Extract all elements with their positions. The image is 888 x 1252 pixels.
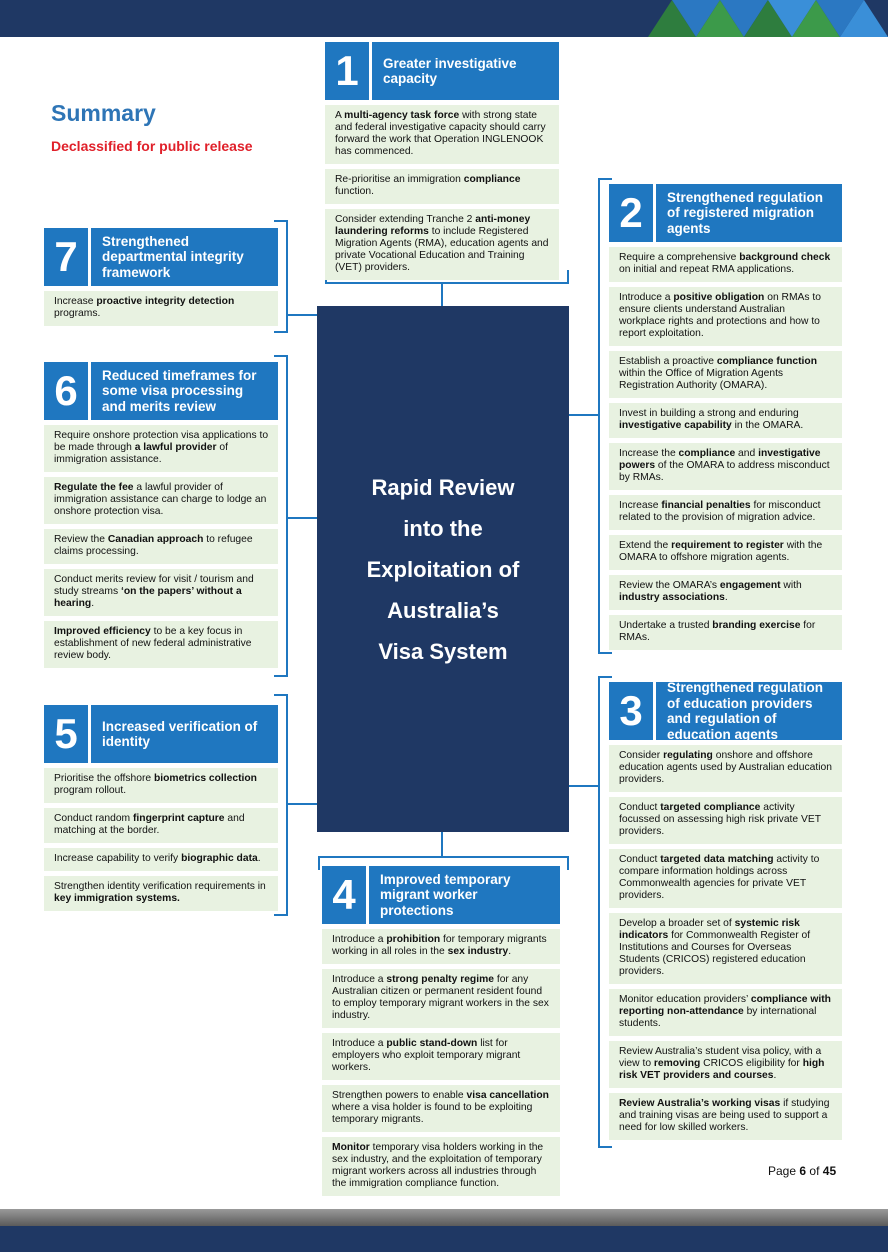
recommendation-text: in the OMARA. [731,420,804,431]
recommendation-text: Strengthen powers to enable [332,1090,467,1101]
recommendation-emphasis: key immigration systems. [54,893,180,904]
recommendation-emphasis: systemic risk indicators [619,918,800,941]
recommendation-text: Require a comprehensive [619,252,740,263]
connector-section-2 [569,414,598,416]
recommendation-item [322,1085,560,1132]
recommendation-item [44,425,278,472]
section-title: Strengthened regulation of registered migration agents [667,189,824,236]
recommendation-text: onshore and offshore education agents used by Australian education providers. [619,750,832,785]
recommendation-text: Undertake a trusted [619,620,713,631]
recommendation-text: Review the OMARA’s [619,580,720,591]
recommendation-item [609,495,842,530]
recommendation-item [609,287,842,346]
connector-section-1 [441,284,443,306]
section-header [322,866,560,924]
recommendation-text: within the Office of Migration Agents Registration Authority (OMARA). [619,368,784,391]
recommendation-item [609,247,842,282]
recommendation-item [44,529,278,564]
recommendation-text: for any Australian citizen or permanent resident found to employ temporary migrant workers in the sex industry. [332,974,549,1021]
section-3-education-providers-and-agents [609,682,842,1140]
section-header [44,705,278,763]
recommendation-text: function. [335,186,374,197]
central-title-line: into the [403,515,483,541]
recommendation-emphasis: prohibition [386,934,441,945]
recommendation-emphasis: high risk VET providers and courses [619,1058,825,1081]
recommendation-item [325,169,559,204]
page-total: 45 [822,1164,837,1178]
recommendation-text: . [508,946,512,957]
section-header [325,42,559,100]
recommendation-emphasis: compliance with reporting non-attendance [619,994,831,1017]
recommendation-text: temporary visa holders working in the sex industry, and the exploitation of temporary migrant workers across all industries through the immigration compliance function. [332,1142,544,1189]
section-title: Strengthened regulation of education providers and regulation of education agents [667,680,824,742]
recommendation-text: with strong state and federal investigative capacity should carry forward the work that Operation INGLENOOK has commenced. [335,110,546,157]
recommendation-text: Increase capability to verify [54,853,182,864]
recommendation-item [609,745,842,792]
section-4-temporary-migrant-worker-protections [322,866,560,1196]
recommendation-item [44,848,278,871]
recommendation-emphasis: targeted data matching [660,854,774,865]
recommendation-text: Consider [619,750,664,761]
recommendation-emphasis: fingerprint capture [133,813,225,824]
recommendation-emphasis: removing [653,1058,701,1069]
recommendation-emphasis: compliance [678,448,736,459]
recommendation-text: Develop a broader set of [619,918,735,929]
recommendation-item [44,291,278,326]
recommendation-text: . [257,853,261,864]
recommendation-emphasis: biographic data [181,853,258,864]
recommendation-item [44,808,278,843]
recommendation-text: to include Registered Migration Agents (RMA), education agents and private Vocational Education and Training (VET) providers. [335,226,549,273]
recommendation-text: with the OMARA to offshore migration agents. [619,540,823,563]
recommendation-text: with [780,580,802,591]
recommendation-emphasis: proactive integrity detection [96,296,235,307]
recommendation-emphasis: targeted compliance [660,802,761,813]
section-header [609,682,842,740]
recommendation-emphasis: industry associations [619,592,725,603]
recommendation-item [609,403,842,438]
section-title: Reduced timeframes for some visa processing and merits review [102,367,257,414]
recommendation-emphasis: positive obligation [673,292,765,303]
connector-section-6 [288,517,317,519]
recommendation-emphasis: investigative capability [619,420,732,431]
recommendation-emphasis: visa cancellation [466,1090,549,1101]
recommendation-text: where a visa holder is found to be exploiting temporary migrants. [332,1102,533,1125]
recommendation-text: Prioritise the offshore [54,773,154,784]
recommendation-text: Review the [54,534,108,545]
recommendation-text: CRICOS eligibility for [700,1058,803,1069]
connector-section-3 [569,785,598,787]
section-title: Improved temporary migrant worker protections [380,871,511,918]
recommendation-item [609,535,842,570]
recommendation-text: . [773,1070,777,1081]
recommendation-emphasis: compliance function [716,356,817,367]
recommendation-emphasis: biometrics collection [153,773,257,784]
page-label: Page [768,1164,797,1178]
page-of: of [809,1164,820,1178]
recommendation-text: to refugee claims processing. [54,534,253,557]
recommendation-text: programs. [54,308,101,319]
recommendation-text: for temporary migrants working in all roles in the [332,934,547,957]
recommendation-text: Establish a proactive [619,356,717,367]
recommendation-text: Invest in building a strong and enduring [619,408,799,419]
section-title: Increased verification of identity [102,718,258,749]
recommendation-text: Introduce a [619,292,674,303]
recommendation-text: Introduce a [332,974,387,985]
section-6-visa-processing-and-merits-review [44,362,278,668]
recommendation-text: list for employers who exploit temporary migrant workers. [332,1038,521,1073]
recommendation-item [609,989,842,1036]
recommendation-item [609,615,842,650]
recommendation-item [609,443,842,490]
central-title-box [317,306,569,832]
section-2-registered-migration-agents [609,184,842,650]
recommendation-item [325,105,559,164]
central-title-line: Visa System [378,638,508,664]
recommendation-item [44,621,278,668]
recommendation-text: for misconduct related to the provision of migration advice. [619,500,821,523]
connector-section-5 [288,803,317,805]
recommendation-text: activity to compare information holdings across Commonwealth agencies for private VET providers. [619,854,820,901]
header-band [0,0,888,37]
recommendation-text: . [91,598,95,609]
recommendation-text: Conduct [619,854,661,865]
recommendation-emphasis: sex industry [447,946,509,957]
footer-band [0,1226,888,1252]
recommendation-emphasis: regulating [663,750,713,761]
recommendation-text: Conduct [619,802,661,813]
recommendation-item [322,969,560,1028]
section-header [44,362,278,420]
section-header [44,228,278,286]
central-title-line: Exploitation of [366,556,520,582]
recommendation-text: for Commonwealth Register of Institutions and Courses for Overseas Students (CRICOS) registered education providers. [619,930,811,977]
recommendation-emphasis: a lawful provider [134,442,217,453]
connector-section-4 [441,832,443,856]
recommendation-text: A [335,110,345,121]
recommendation-text: and matching at the border. [54,813,245,836]
central-title-line: Australia’s [387,597,499,623]
recommendation-text: if studying and training visas are being used to support a need for low skilled workers. [619,1098,830,1133]
recommendation-emphasis: Monitor [332,1142,370,1153]
recommendation-item [609,575,842,610]
recommendation-text: on initial and repeat RMA applications. [619,264,795,275]
recommendation-text: Increase [619,500,662,511]
section-number: 2 [609,184,656,242]
recommendation-text: Consider extending Tranche 2 [335,214,476,225]
page-current: 6 [799,1164,807,1178]
recommendation-emphasis: anti-money laundering reforms [335,214,531,237]
section-number: 3 [609,682,656,740]
recommendation-emphasis: multi-agency task force [344,110,460,121]
recommendation-text: and [735,448,759,459]
recommendation-emphasis: requirement to register [671,540,784,551]
recommendation-item [44,477,278,524]
recommendation-text: Increase the [619,448,679,459]
recommendation-emphasis: financial penalties [661,500,751,511]
recommendation-item [609,351,842,398]
section-5-verification-of-identity [44,705,278,911]
recommendation-text: Re-prioritise an immigration [335,174,464,185]
recommendation-item [609,913,842,984]
section-title: Strengthened departmental integrity framework [102,233,244,280]
recommendation-text: of immigration assistance. [54,442,228,465]
recommendation-item [609,849,842,908]
recommendation-text: Introduce a [332,1038,387,1049]
footer-band-grey [0,1209,888,1226]
recommendation-emphasis: Improved efficiency [54,626,151,637]
recommendation-item [325,209,559,280]
recommendation-emphasis: public stand-down [386,1038,478,1049]
recommendation-item [609,1041,842,1088]
recommendation-emphasis: compliance [463,174,521,185]
header-triangles-decoration [648,0,888,37]
recommendation-text: Conduct random [54,813,133,824]
recommendation-item [322,929,560,964]
page-number [768,1164,836,1178]
recommendation-text: on RMAs to ensure clients understand Australian workplace rights and protections and how to report exploitation. [619,292,822,339]
recommendation-emphasis: investigative powers [619,448,821,471]
recommendation-item [322,1033,560,1080]
recommendation-text: Increase [54,296,97,307]
recommendation-emphasis: branding exercise [712,620,801,631]
central-title-line: Rapid Review [371,474,515,500]
recommendation-text: of the OMARA to address misconduct by RMAs. [619,460,830,483]
recommendation-item [609,797,842,844]
recommendation-text: a lawful provider of immigration assistance can charge to lodge an onshore protection visa. [54,482,267,517]
section-number: 1 [325,42,372,100]
recommendation-item [44,569,278,616]
recommendation-text: program rollout. [54,785,127,796]
recommendation-text: Conduct merits review for visit / tourism and study streams [54,574,254,597]
section-number: 6 [44,362,91,420]
section-number: 4 [322,866,369,924]
recommendation-text: to be a key focus in establishment of new federal administrative review body. [54,626,252,661]
recommendation-text: activity focussed on assessing high risk private VET providers. [619,802,821,837]
section-header [609,184,842,242]
section-number: 7 [44,228,91,286]
recommendation-item [44,876,278,911]
recommendation-emphasis: ‘on the papers’ without a hearing [54,586,242,609]
recommendation-emphasis: background check [739,252,831,263]
connector-section-7 [288,314,317,316]
section-number: 5 [44,705,91,763]
recommendation-item [609,1093,842,1140]
section-7-departmental-integrity-framework [44,228,278,326]
declassified-notice: Declassified for public release [51,138,253,154]
recommendation-text: . [724,592,728,603]
recommendation-emphasis: strong penalty regime [386,974,494,985]
recommendation-emphasis: Regulate the fee [54,482,134,493]
recommendation-item [322,1137,560,1196]
recommendation-text: Strengthen identity verification requirements in [54,881,266,892]
recommendation-emphasis: engagement [719,580,781,591]
recommendation-text: for RMAs. [619,620,816,643]
recommendation-text: Require onshore protection visa applications to be made through [54,430,269,453]
recommendation-text: Review Australia’s student visa policy, with a view to [619,1046,822,1069]
recommendation-text: Introduce a [332,934,387,945]
recommendation-emphasis: Canadian approach [107,534,204,545]
recommendation-text: by international students. [619,1006,817,1029]
recommendation-emphasis: Review Australia’s working visas [619,1098,781,1109]
recommendation-text: Extend the [619,540,672,551]
recommendation-text: Monitor education providers’ [619,994,751,1005]
summary-title: Summary [51,100,156,126]
section-1-greater-investigative-capacity [325,42,559,280]
recommendation-item [44,768,278,803]
section-title: Greater investigative capacity [383,55,517,86]
